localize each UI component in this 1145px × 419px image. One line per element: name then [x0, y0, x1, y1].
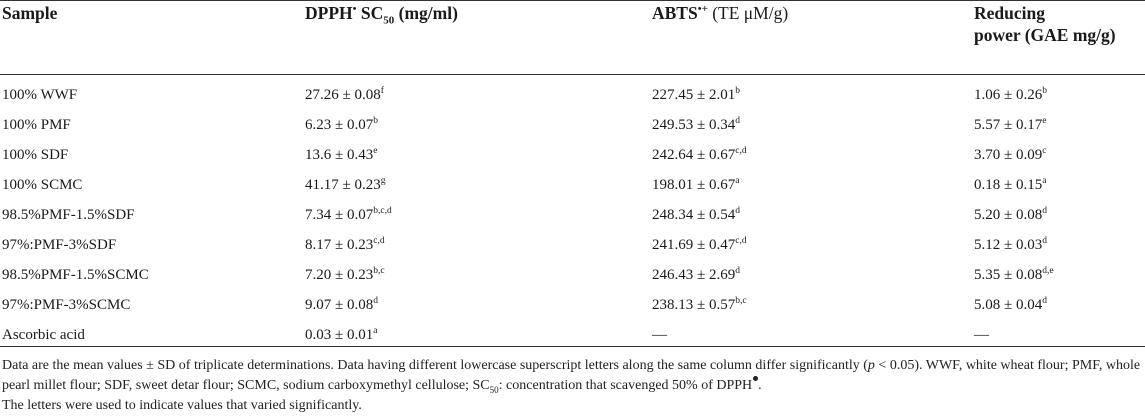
cell-abts-significance: d [735, 116, 740, 126]
footnote-text-3: : concentration that scavenged 50% of DPPH [498, 378, 753, 393]
header-bottom-rule [0, 74, 1145, 75]
cell-reducing-power-significance: a [1042, 176, 1047, 186]
cell-abts-significance: a [735, 176, 740, 186]
cell-abts-significance: d [735, 206, 740, 216]
cell-dpph-value: 27.26 ± 0.08 [305, 87, 381, 103]
header-reducing-line1: Reducing [974, 3, 1045, 23]
cell-reducing-power-significance: d [1042, 206, 1047, 216]
table-row [0, 80, 1145, 110]
cell-reducing-power-value: 3.70 ± 0.09 [974, 147, 1043, 163]
cell-dpph-significance: c,d [373, 236, 385, 246]
cell-reducing-power-value: 5.35 ± 0.08 [974, 267, 1043, 283]
cell-sample [2, 140, 68, 170]
cell-abts [652, 140, 747, 170]
footnote-line2 [2, 396, 362, 416]
header-reducing-line2: power (GAE mg/g) [974, 25, 1116, 45]
cell-reducing-power-significance: c [1042, 146, 1047, 156]
cell-dpph [305, 260, 385, 290]
cell-reducing-power-significance: b [1042, 86, 1047, 96]
cell-reducing-power [974, 230, 1047, 260]
header-reducing-power [974, 2, 1116, 46]
cell-abts-value: 246.43 ± 2.69 [652, 267, 736, 283]
cell-dpph [305, 200, 392, 230]
cell-dpph-value: 7.34 ± 0.07 [305, 207, 374, 223]
cell-dpph-value: 9.07 ± 0.08 [305, 297, 374, 313]
cell-reducing-power-value: 0.18 ± 0.15 [974, 177, 1043, 193]
table-row [0, 110, 1145, 140]
cell-reducing-power [974, 290, 1047, 320]
cell-dpph-significance: d [373, 296, 378, 306]
cell-sample-value: 100% SDF [2, 147, 69, 163]
cell-abts-significance: c,d [735, 146, 747, 156]
cell-dpph-significance: b,c [373, 266, 385, 276]
cell-sample [2, 290, 130, 320]
cell-dpph-value: 0.03 ± 0.01 [305, 327, 374, 343]
cell-abts [652, 230, 747, 260]
cell-dpph-significance: b [373, 116, 378, 126]
cell-dpph-value: 13.6 ± 0.43 [305, 147, 374, 163]
table-row [0, 170, 1145, 200]
table-bottom-rule [0, 346, 1145, 347]
cell-sample-value: 100% PMF [2, 117, 71, 133]
cell-sample [2, 110, 71, 140]
footnote-line2-text: The letters were used to indicate values that varied significantly. [2, 398, 362, 413]
cell-sample [2, 230, 116, 260]
cell-dpph-significance: f [380, 86, 384, 96]
cell-abts-value: 198.01 ± 0.67 [652, 177, 736, 193]
cell-abts-significance: c,d [735, 236, 747, 246]
cell-sample-value: 98.5%PMF-1.5%SCMC [2, 267, 149, 283]
table-top-rule [0, 0, 1145, 1]
cell-dpph-value: 7.20 ± 0.23 [305, 267, 374, 283]
cell-dpph [305, 170, 385, 200]
cell-dpph-significance: e [373, 146, 378, 156]
cell-abts [652, 290, 747, 320]
cell-abts [652, 80, 740, 110]
cell-reducing-power-value: 5.12 ± 0.03 [974, 237, 1043, 253]
cell-abts-significance: d [735, 266, 740, 276]
cell-sample-value: 100% SCMC [2, 177, 83, 193]
cell-sample [2, 260, 149, 290]
cell-sample [2, 80, 77, 110]
cell-dpph-significance: b,c,d [373, 206, 392, 216]
cell-reducing-power [974, 140, 1046, 170]
table-row [0, 230, 1145, 260]
cell-sample [2, 200, 135, 230]
header-dpph-unit: (mg/ml) [394, 3, 458, 23]
table-row [0, 260, 1145, 290]
table-row [0, 200, 1145, 230]
cell-reducing-power-significance: d,e [1042, 266, 1054, 276]
footnote-text-2: < 0.05). WWF, white wheat flour; PMF, whole pearl millet flour; SDF, sweet detar flour; SCMC, sodium carboxymethyl cellulose; SC [2, 358, 1141, 393]
cell-abts-significance: b [735, 86, 740, 96]
cell-abts-value: 242.64 ± 0.67 [652, 147, 736, 163]
cell-abts-value: 249.53 ± 0.34 [652, 117, 736, 133]
header-dpph-label: DPPH [305, 3, 353, 23]
footnote-p: p [867, 358, 875, 373]
cell-reducing-power-value: 1.06 ± 0.26 [974, 87, 1043, 103]
cell-reducing-power-significance: d [1042, 236, 1047, 246]
cell-dpph [305, 110, 378, 140]
cell-abts [652, 170, 739, 200]
cell-abts [652, 110, 740, 140]
table-row [0, 290, 1145, 320]
cell-abts-significance: b,c [735, 296, 747, 306]
cell-reducing-power [974, 260, 1054, 290]
cell-reducing-power [974, 200, 1047, 230]
cell-reducing-power-value: 5.08 ± 0.04 [974, 297, 1043, 313]
cell-dpph [305, 80, 384, 110]
cell-reducing-power-value: 5.20 ± 0.08 [974, 207, 1043, 223]
cell-reducing-power-value: 5.57 ± 0.17 [974, 117, 1043, 133]
header-dpph [305, 2, 458, 27]
cell-dpph [305, 140, 377, 170]
cell-dpph [305, 290, 378, 320]
footnote-text-4: . [758, 378, 762, 393]
header-dpph-sc: SC [356, 3, 384, 23]
cell-sample-value: 97%:PMF-3%SCMC [2, 297, 131, 313]
cell-dpph-significance: a [373, 326, 378, 336]
cell-abts-value: 238.13 ± 0.57 [652, 297, 736, 313]
cell-sample-value: Ascorbic acid [2, 327, 85, 343]
header-abts-label: ABTS [652, 3, 698, 23]
header-sample [2, 2, 57, 24]
header-abts [652, 2, 788, 24]
header-abts-radical: •+ [697, 3, 708, 16]
cell-sample [2, 170, 82, 200]
cell-reducing-power-value: — [974, 327, 989, 343]
cell-reducing-power-significance: d [1042, 296, 1047, 306]
cell-sample-value: 98.5%PMF-1.5%SDF [2, 207, 135, 223]
cell-sample-value: 97%:PMF-3%SDF [2, 237, 117, 253]
cell-reducing-power [974, 170, 1046, 200]
cell-dpph-value: 41.17 ± 0.23 [305, 177, 381, 193]
cell-abts [652, 260, 740, 290]
cell-dpph-value: 8.17 ± 0.23 [305, 237, 374, 253]
header-dpph-radical: • [352, 3, 357, 16]
cell-dpph-significance: g [380, 176, 386, 186]
cell-abts-value: 248.34 ± 0.54 [652, 207, 736, 223]
header-sample-label: Sample [2, 3, 58, 23]
cell-reducing-power-significance: e [1042, 116, 1047, 126]
cell-dpph-value: 6.23 ± 0.07 [305, 117, 374, 133]
cell-abts-value: — [652, 327, 667, 343]
header-abts-unit: (TE μM/g) [707, 3, 789, 23]
cell-abts-value: 241.69 ± 0.47 [652, 237, 736, 253]
table-row [0, 140, 1145, 170]
footnote-text-1: Data are the mean values ± SD of triplicate determinations. Data having different lowercase superscript letters along the same column differ significantly ( [2, 358, 868, 373]
cell-abts [652, 200, 740, 230]
cell-abts-value: 227.45 ± 2.01 [652, 87, 736, 103]
footnote-sub: 50 [489, 384, 499, 395]
cell-dpph [305, 230, 385, 260]
footnote [2, 356, 1142, 396]
cell-reducing-power [974, 110, 1046, 140]
header-dpph-sub: 50 [383, 14, 395, 27]
cell-sample-value: 100% WWF [2, 87, 78, 103]
cell-reducing-power [974, 80, 1047, 110]
